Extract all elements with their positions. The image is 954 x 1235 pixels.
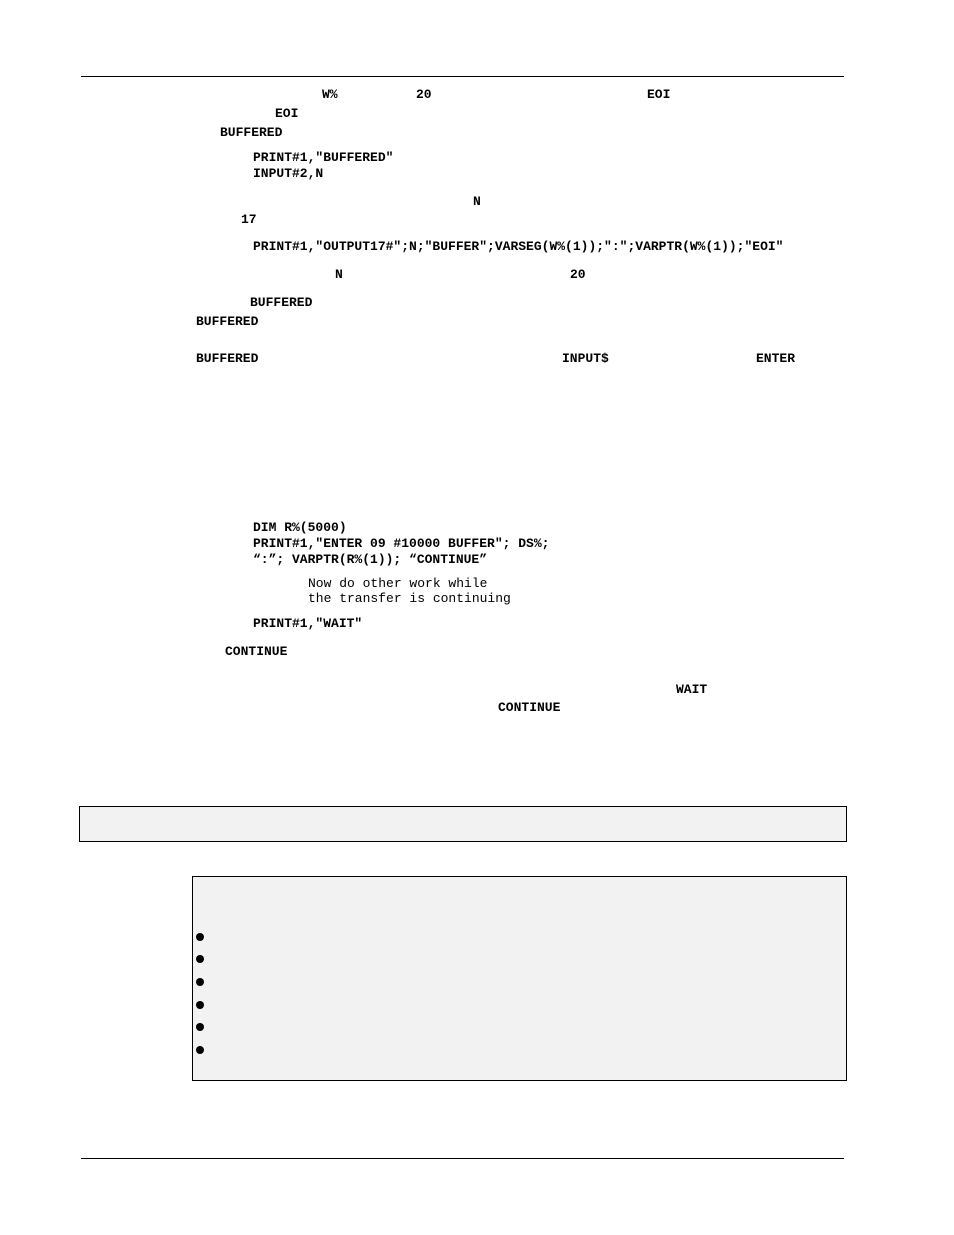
- text-20-2: 20: [570, 267, 586, 282]
- bullet-icon: [196, 978, 204, 986]
- code-line: PRINT#1,"WAIT": [253, 616, 363, 631]
- text-buffered-4: BUFFERED: [196, 351, 259, 366]
- text-17: 17: [241, 212, 257, 227]
- text-n: N: [473, 194, 481, 209]
- text-n-2: N: [335, 267, 343, 282]
- text-eoi-2: EOI: [275, 106, 299, 121]
- note-box: [192, 876, 847, 1081]
- text-continue-2: CONTINUE: [498, 700, 561, 715]
- text-wait: WAIT: [676, 682, 708, 697]
- code-comment: the transfer is continuing: [308, 591, 511, 606]
- bullet-icon: [196, 1001, 204, 1009]
- code-line: DIM R%(5000): [253, 520, 347, 535]
- bullet-icon: [196, 1046, 204, 1054]
- text-buffered: BUFFERED: [220, 125, 283, 140]
- bottom-rule: [81, 1158, 844, 1159]
- text-enter: ENTER: [756, 351, 796, 366]
- bullet-icon: [196, 955, 204, 963]
- code-line: PRINT#1,"BUFFERED": [253, 150, 394, 165]
- text-buffered-3: BUFFERED: [196, 314, 259, 329]
- bullet-icon: [196, 1023, 204, 1031]
- text-eoi: EOI: [647, 87, 671, 102]
- code-line: “:”; VARPTR(R%(1)); “CONTINUE”: [253, 552, 488, 567]
- text-20: 20: [416, 87, 432, 102]
- heading-box: [79, 806, 847, 842]
- code-line: PRINT#1,"OUTPUT17#";N;"BUFFER";VARSEG(W%(1));":";VARPTR(W%(1));"EOI": [253, 239, 784, 254]
- text-w-percent: W%: [322, 87, 338, 102]
- code-line: PRINT#1,"ENTER 09 #10000 BUFFER"; DS%;: [253, 536, 550, 551]
- text-continue: CONTINUE: [225, 644, 288, 659]
- bullet-icon: [196, 933, 204, 941]
- text-buffered-2: BUFFERED: [250, 295, 313, 310]
- top-rule: [81, 76, 844, 77]
- code-comment: Now do other work while: [308, 576, 488, 591]
- code-line: INPUT#2,N: [253, 166, 324, 181]
- text-input-dollar: INPUT$: [562, 351, 609, 366]
